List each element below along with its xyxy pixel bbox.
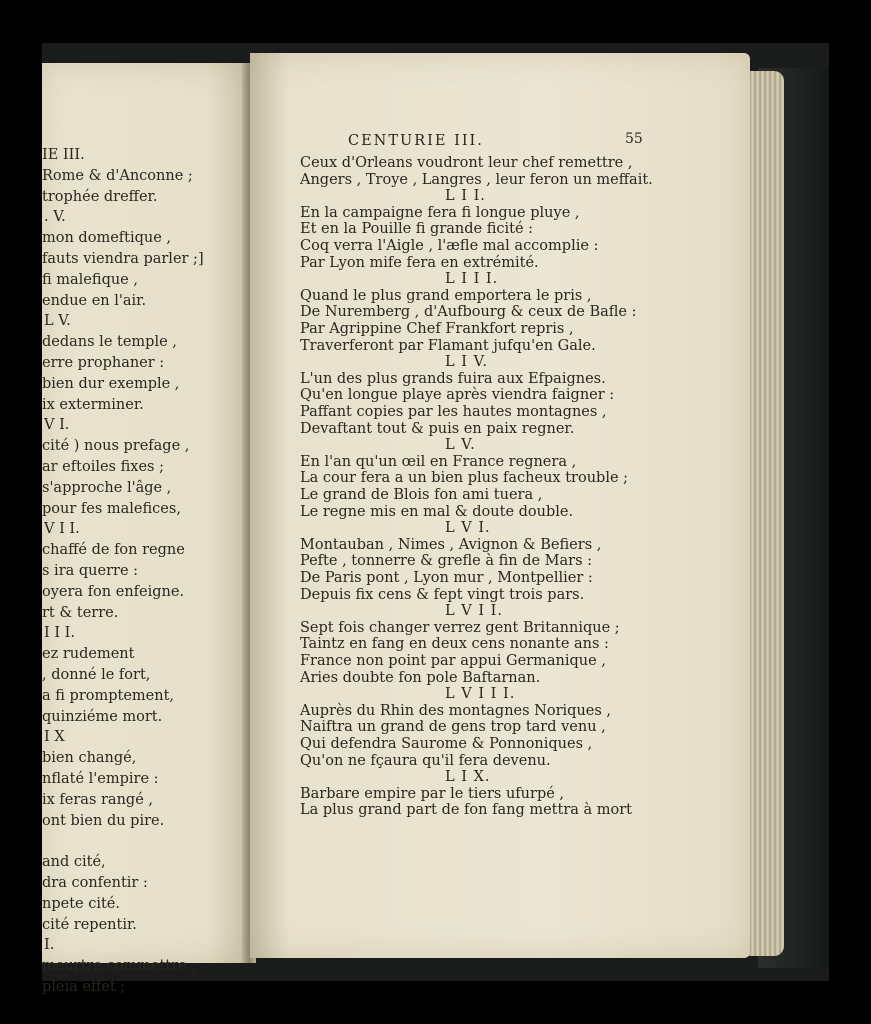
left-page-line: and cité, <box>42 854 106 871</box>
left-page-line: nflaté l'empire : <box>42 771 159 787</box>
left-page-line: ez rudement <box>42 646 135 663</box>
quatrain-number: L I I. <box>445 188 486 205</box>
left-page-line: mon domeftique , <box>42 230 172 247</box>
verse-line: Quand le plus grand emportera le pris , <box>300 287 592 304</box>
quatrain-number: L I I I. <box>445 271 499 288</box>
left-page-line: quinziéme mort. <box>42 708 163 725</box>
quatrain-number: L I X. <box>445 769 491 786</box>
left-page-line: I. <box>44 937 55 954</box>
verse-line: La cour fera a un bien plus facheux trouble ; <box>300 470 629 487</box>
verse-line: De Paris pont , Lyon mur , Montpellier : <box>300 570 593 586</box>
right-page <box>250 53 750 958</box>
left-page-line: V I. <box>44 417 70 434</box>
left-page-line: , donné le fort, <box>42 667 151 683</box>
left-page-text <box>42 63 248 995</box>
verse-line: Aries doubte fon pole Baftarnan. <box>300 669 541 686</box>
left-page-line: rt & terre. <box>42 604 119 621</box>
left-page-line: L V. <box>44 313 71 330</box>
verse-line: Ceux d'Orleans voudront leur chef remettre , <box>300 155 633 171</box>
left-page-line: cité repentir. <box>42 916 137 933</box>
left-page-line: I X <box>44 729 65 746</box>
verse-line: En l'an qu'un œil en France regnera , <box>300 453 577 470</box>
left-page-line: pleia effet ; <box>42 979 126 995</box>
left-page-line: a fi promptement, <box>42 687 175 704</box>
verse-line: Qui defendra Saurome & Ponnoniques , <box>300 736 593 752</box>
left-page-line: bien changé, <box>42 750 137 767</box>
verse-line: Barbare empire par le tiers ufurpé , <box>300 785 565 802</box>
verse-line: Par Lyon mife fera en extrémité. <box>300 254 539 271</box>
verse-line: Qu'on ne fçaura qu'il fera devenu. <box>300 752 551 769</box>
left-page-line: ar eftoiles fixes ; <box>42 459 164 475</box>
right-page-text <box>250 53 750 958</box>
left-page-line: fi malefique , <box>42 271 138 288</box>
verse-line: Sept fois changer verrez gent Britannique ; <box>300 619 620 636</box>
left-page-line: s ira querre : <box>42 563 139 579</box>
left-page-line: trophée dreffer. <box>42 188 158 205</box>
left-page-line: IE III. <box>42 147 85 163</box>
verse-line: Depuis fix cens & fept vingt trois pars. <box>300 586 585 603</box>
verse-line: Le regne mis en mal & doute double. <box>300 503 574 520</box>
verse-line: Angers , Troye , Langres , leur feron un meffait. <box>300 171 653 188</box>
verse-line: France non point par appui Germanique , <box>300 653 606 669</box>
verse-line: Naiftra un grand de gens trop tard venu , <box>300 719 606 736</box>
verse-line: Et en la Pouille fi grande ficité : <box>300 221 534 238</box>
left-page-line: pour fes malefices, <box>42 500 181 517</box>
left-page-line: ix feras rangé , <box>42 791 153 808</box>
verse-line: La plus grand part de fon fang mettra à mort <box>300 802 632 819</box>
left-page-line: erre prophaner : <box>42 355 165 371</box>
verse-line: Pefte , tonnerre & grefle à fin de Mars : <box>300 553 593 570</box>
left-page-line: endue en l'air. <box>42 292 147 309</box>
verse-line: En la campaigne fera fi longue pluye , <box>300 204 580 221</box>
left-page-line: dedans le temple , <box>42 334 177 351</box>
verse-line: Le grand de Blois fon ami tuera , <box>300 487 543 503</box>
left-page-line: cité ) nous prefage , <box>42 438 190 455</box>
left-page-line: V I I. <box>44 521 80 538</box>
quatrain-number: L V I I. <box>445 603 503 620</box>
verse-line: Montauban , Nimes , Avignon & Befiers , <box>300 536 602 553</box>
left-page-line: dra confentir : <box>42 875 148 891</box>
left-page-line: I I I. <box>44 625 76 642</box>
verse-line: De Nuremberg , d'Aufbourg & ceux de Bafle : <box>300 304 637 321</box>
left-page-line: Rome & d'Anconne ; <box>42 167 193 184</box>
page-number: 55 <box>625 131 643 147</box>
quatrain-number: L V. <box>445 437 476 454</box>
left-page-line: fauts viendra parler ;] <box>42 251 204 267</box>
left-page-line: npete cité. <box>42 895 120 912</box>
verse-line: Auprès du Rhin des montagnes Noriques , <box>300 702 612 719</box>
quatrain-number: L V I I I. <box>445 686 516 703</box>
quatrain-number: L V I. <box>445 520 491 537</box>
verse-line: Coq verra l'Aigle , l'æfle mal accomplie : <box>300 238 599 254</box>
running-header: CENTURIE III. <box>348 133 484 149</box>
open-book <box>42 43 829 995</box>
verse-line: Traverferont par Flamant jufqu'en Gale. <box>300 337 596 354</box>
left-page-line: ont bien du pire. <box>42 812 165 829</box>
verse-line: Paffant copies par les hautes montagnes , <box>300 404 607 420</box>
left-page-line: s'approche l'âge , <box>42 479 172 496</box>
left-page-line: meurtre commettre ; <box>42 958 197 975</box>
left-page-line: bien dur exemple , <box>42 375 180 392</box>
left-page <box>42 63 248 995</box>
left-page-line: chaffé de fon regne <box>42 542 185 559</box>
left-page-line: oyera fon enfeigne. <box>42 583 185 600</box>
left-page-line: . V. <box>44 209 66 226</box>
verse-line: Qu'en longue playe après viendra faigner : <box>300 387 615 404</box>
left-page-line: ix exterminer. <box>42 396 144 413</box>
verse-line: Devaftant tout & puis en paix regner. <box>300 420 575 437</box>
verse-line: Taintz en fang en deux cens nonante ans : <box>300 636 609 653</box>
verse-line: L'un des plus grands fuira aux Efpaignes. <box>300 370 606 387</box>
quatrain-number: L I V. <box>445 354 489 371</box>
verse-line: Par Agrippine Chef Frankfort repris , <box>300 321 574 337</box>
